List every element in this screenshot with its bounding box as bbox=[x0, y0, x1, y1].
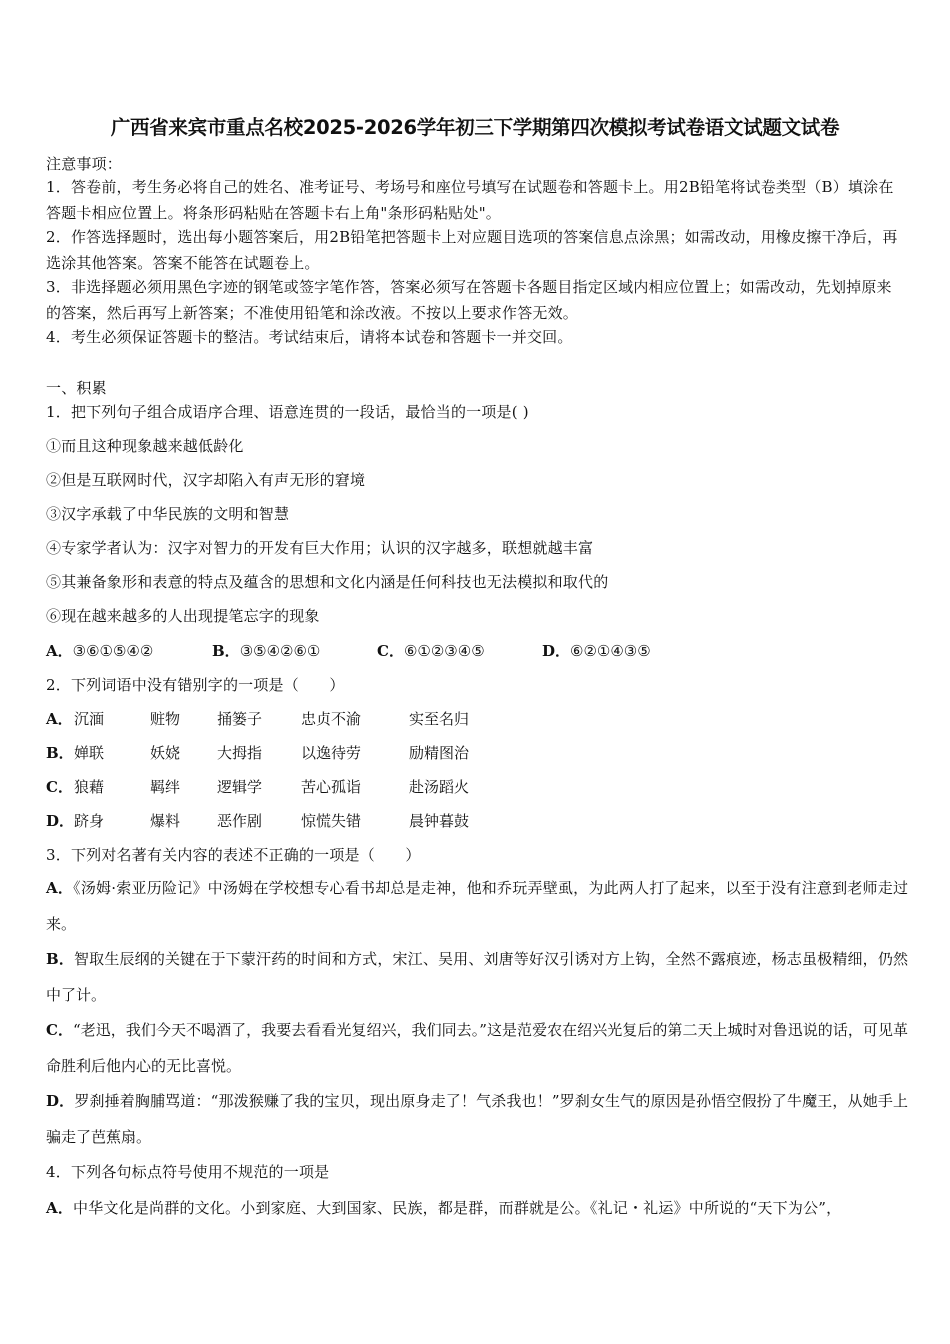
option-letter: D． bbox=[46, 812, 75, 830]
word: 励精图治 bbox=[409, 744, 470, 762]
notice-item-2: 2．作答选择题时，选出每小题答案后，用2B铅笔把答题卡上对应题目选项的答案信息点涂黑；如需改动，用橡皮擦干净后，再选涂其他答案。答案不能答在试题卷上。 bbox=[46, 228, 898, 272]
option-letter: A． bbox=[46, 879, 74, 897]
option-letter: B． bbox=[212, 642, 240, 660]
word: 大拇指 bbox=[217, 744, 263, 762]
option-letter: D． bbox=[542, 642, 571, 660]
question-1-stem: 1．把下列句子组合成语序合理、语意连贯的一段话，最恰当的一项是( ) bbox=[46, 403, 529, 421]
question-4-option-a bbox=[46, 1197, 841, 1218]
notice-item-4: 4．考生必须保证答题卡的整洁。考试结束后，请将本试卷和答题卡一并交回。 bbox=[46, 328, 573, 346]
word: 沉湎 bbox=[74, 710, 105, 728]
question-3-option-c bbox=[46, 1012, 908, 1084]
question-3-option-a bbox=[46, 870, 908, 942]
question-4-stem: 4．下列各句标点符号使用不规范的一项是 bbox=[46, 1163, 330, 1181]
option-letter: B． bbox=[46, 950, 75, 968]
question-1-sentence: ①而且这种现象越来越低龄化 bbox=[46, 437, 244, 455]
option-d bbox=[542, 640, 651, 661]
option-letter: A． bbox=[46, 642, 73, 660]
option-text: 罗刹捶着胸脯骂道：“那泼猴赚了我的宝贝，现出原身走了！气杀我也！”罗刹女生气的原因是孙悟空假扮了牛魔王，从她手上骗走了芭蕉扇。 bbox=[46, 1092, 908, 1146]
question-1-sentence: ③汉字承载了中华民族的文明和智慧 bbox=[46, 505, 290, 523]
option-text: 智取生辰纲的关键在于下蒙汗药的时间和方式，宋江、吴用、刘唐等好汉引诱对方上钩，全然不露痕迹，杨志虽极精细，仍然中了计。 bbox=[46, 950, 908, 1004]
word: 妖娆 bbox=[150, 744, 181, 762]
question-3-stem: 3．下列对名著有关内容的表述不正确的一项是（ ） bbox=[46, 846, 421, 864]
option-letter: B． bbox=[46, 744, 74, 762]
word: 婵联 bbox=[74, 744, 105, 762]
word: 跻身 bbox=[74, 812, 105, 830]
option-text: ⑥②①④③⑤ bbox=[570, 642, 651, 660]
word: 惊慌失错 bbox=[301, 812, 362, 830]
notice-item-1: 1．答卷前，考生务必将自己的姓名、准考证号、考场号和座位号填写在试题卷和答题卡上。用2B铅笔将试卷类型（B）填涂在答题卡相应位置上。将条形码粘贴在答题卡右上角"条形码粘贴处"。 bbox=[46, 178, 894, 222]
word: 实至名归 bbox=[409, 710, 470, 728]
word: 忠贞不渝 bbox=[301, 710, 362, 728]
option-letter: C． bbox=[377, 642, 404, 660]
word: 逻辑学 bbox=[217, 778, 263, 796]
option-text: “老迅，我们今天不喝酒了，我要去看看光复绍兴，我们同去。”这是范爱农在绍兴光复后的第二天上城时对鲁迅说的话，可见革命胜利后他内心的无比喜悦。 bbox=[46, 1021, 908, 1075]
word: 恶作剧 bbox=[217, 812, 263, 830]
word: 赃物 bbox=[150, 710, 181, 728]
page-title: 广西省来宾市重点名校2025-2026学年初三下学期第四次模拟考试卷语文试题文试卷 bbox=[110, 116, 840, 139]
option-text: ⑥①②③④⑤ bbox=[403, 642, 485, 660]
question-1-sentence: ④专家学者认为：汉字对智力的开发有巨大作用；认识的汉字越多，联想就越丰富 bbox=[46, 539, 594, 557]
option-b bbox=[212, 640, 320, 661]
option-letter: C． bbox=[46, 1021, 74, 1039]
option-text: ③⑤④②⑥① bbox=[239, 642, 321, 660]
question-1-sentence: ⑥现在越来越多的人出现提笔忘字的现象 bbox=[46, 607, 320, 625]
question-3-option-d bbox=[46, 1083, 908, 1155]
word: 以逸待劳 bbox=[301, 744, 362, 762]
option-letter: A． bbox=[46, 1199, 74, 1217]
question-3-option-b bbox=[46, 941, 908, 1013]
option-a bbox=[46, 640, 153, 661]
word: 赴汤蹈火 bbox=[409, 778, 470, 796]
question-1-sentence: ⑤其兼备象形和表意的特点及蕴含的思想和文化内涵是任何科技也无法模拟和取代的 bbox=[46, 573, 609, 591]
word: 晨钟暮鼓 bbox=[409, 812, 470, 830]
question-1-sentence: ②但是互联网时代，汉字却陷入有声无形的窘境 bbox=[46, 471, 366, 489]
word: 羁绊 bbox=[150, 778, 181, 796]
notice-item-3: 3．非选择题必须用黑色字迹的钢笔或签字笔作答，答案必须写在答题卡各题目指定区域内相应位置上；如需改动，先划掉原来的答案，然后再写上新答案；不准使用铅笔和涂改液。不按以上要求作答无效。 bbox=[46, 278, 892, 322]
option-text: 《汤姆·索亚历险记》中汤姆在学校想专心看书却总是走神，他和乔玩弄壁虱，为此两人打了起来，以至于没有注意到老师走过来。 bbox=[46, 879, 909, 933]
option-letter: A． bbox=[46, 710, 73, 728]
option-letter: C． bbox=[46, 778, 73, 796]
option-letter: D． bbox=[46, 1092, 75, 1110]
question-2-stem: 2．下列词语中没有错别字的一项是（ ） bbox=[46, 676, 345, 694]
option-text: ③⑥①⑤④② bbox=[72, 642, 154, 660]
section-heading: 一、积累 bbox=[46, 379, 107, 397]
option-text: 中华文化是尚群的文化。小到家庭、大到国家、民族，都是群，而群就是公。《礼记・礼运》中所说的“天下为公”， bbox=[73, 1199, 842, 1217]
word: 捅篓子 bbox=[217, 710, 263, 728]
word: 苦心孤诣 bbox=[301, 778, 362, 796]
notice-heading: 注意事项： bbox=[46, 155, 123, 173]
word: 狼藉 bbox=[74, 778, 105, 796]
word: 爆料 bbox=[150, 812, 181, 830]
option-c bbox=[377, 640, 485, 661]
